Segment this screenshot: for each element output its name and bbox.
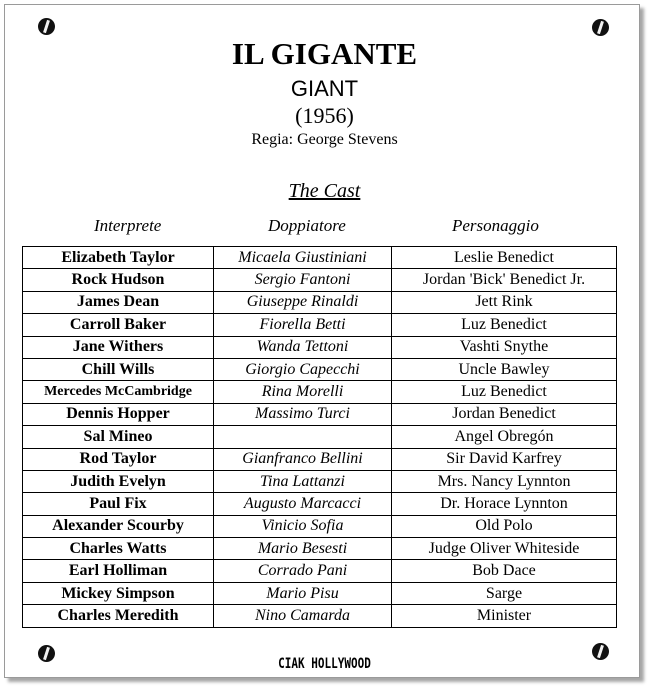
cast-table-body — [23, 247, 617, 628]
character-cell: Old Polo — [392, 515, 617, 537]
dubber-cell: Micaela Giustiniani — [214, 247, 392, 269]
actor-cell: Charles Meredith — [23, 605, 214, 627]
character-cell: Jett Rink — [392, 291, 617, 313]
dubber-cell: Vinicio Sofia — [214, 515, 392, 537]
dubber-cell: Rina Morelli — [214, 381, 392, 403]
dubber-cell: Gianfranco Bellini — [214, 448, 392, 470]
original-title: GIANT — [290, 76, 359, 101]
dubber-cell: Fiorella Betti — [214, 314, 392, 336]
table-row — [23, 538, 617, 560]
character-cell: Sarge — [392, 582, 617, 604]
actor-cell: Carroll Baker — [23, 314, 214, 336]
column-header-interprete: Interprete — [94, 216, 162, 235]
character-cell: Leslie Benedict — [392, 247, 617, 269]
character-cell: Mrs. Nancy Lynnton — [392, 470, 617, 492]
character-cell: Uncle Bawley — [392, 358, 617, 380]
actor-cell: James Dean — [23, 291, 214, 313]
dubber-cell: Massimo Turci — [214, 403, 392, 425]
dubber-cell: Giorgio Capecchi — [214, 358, 392, 380]
actor-cell: Jane Withers — [23, 336, 214, 358]
character-cell: Luz Benedict — [392, 314, 617, 336]
character-cell: Vashti Snythe — [392, 336, 617, 358]
dubber-cell: Mario Besesti — [214, 538, 392, 560]
actor-cell: Judith Evelyn — [23, 470, 214, 492]
actor-cell: Mercedes McCambridge — [23, 381, 214, 403]
table-row — [23, 515, 617, 537]
table-row — [23, 314, 617, 336]
dubber-cell: Giuseppe Rinaldi — [214, 291, 392, 313]
dubber-cell — [214, 426, 392, 448]
actor-cell: Charles Watts — [23, 538, 214, 560]
table-row — [23, 247, 617, 269]
actor-cell: Elizabeth Taylor — [23, 247, 214, 269]
character-cell: Bob Dace — [392, 560, 617, 582]
character-cell: Luz Benedict — [392, 381, 617, 403]
actor-cell: Chill Wills — [23, 358, 214, 380]
screw-icon — [592, 19, 609, 36]
table-row — [23, 381, 617, 403]
table-row — [23, 336, 617, 358]
actor-cell: Earl Holliman — [23, 560, 214, 582]
table-row — [23, 582, 617, 604]
table-row — [23, 448, 617, 470]
character-cell: Angel Obregón — [392, 426, 617, 448]
release-year: (1956) — [295, 103, 354, 128]
table-row — [23, 426, 617, 448]
dubber-cell: Tina Lattanzi — [214, 470, 392, 492]
ciak-hollywood-logo: CIAK HOLLYWOOD — [278, 655, 371, 672]
character-cell: Judge Oliver Whiteside — [392, 538, 617, 560]
character-cell: Jordan 'Bick' Benedict Jr. — [392, 269, 617, 291]
character-cell: Dr. Horace Lynnton — [392, 493, 617, 515]
table-row — [23, 605, 617, 627]
table-row — [23, 560, 617, 582]
actor-cell: Mickey Simpson — [23, 582, 214, 604]
page-title: IL GIGANTE — [231, 36, 418, 71]
actor-cell: Rock Hudson — [23, 269, 214, 291]
column-header-doppiatore: Doppiatore — [268, 216, 346, 235]
table-row — [23, 358, 617, 380]
dubber-cell: Mario Pisu — [214, 582, 392, 604]
table-row — [23, 493, 617, 515]
actor-cell: Alexander Scourby — [23, 515, 214, 537]
character-cell: Sir David Karfrey — [392, 448, 617, 470]
dubber-cell: Nino Camarda — [214, 605, 392, 627]
director-credit: Regia: George Stevens — [251, 131, 398, 148]
dubber-cell: Corrado Pani — [214, 560, 392, 582]
dubber-cell: Augusto Marcacci — [214, 493, 392, 515]
character-cell: Minister — [392, 605, 617, 627]
table-row — [23, 403, 617, 425]
dubber-cell: Wanda Tettoni — [214, 336, 392, 358]
actor-cell: Dennis Hopper — [23, 403, 214, 425]
dubber-cell: Sergio Fantoni — [214, 269, 392, 291]
actor-cell: Rod Taylor — [23, 448, 214, 470]
character-cell: Jordan Benedict — [392, 403, 617, 425]
actor-cell: Paul Fix — [23, 493, 214, 515]
cast-heading: The Cast — [288, 180, 361, 202]
table-row — [23, 269, 617, 291]
screw-icon — [38, 18, 55, 35]
cast-table — [22, 246, 617, 628]
column-header-personaggio: Personaggio — [452, 216, 539, 235]
table-row — [23, 470, 617, 492]
table-row — [23, 291, 617, 313]
actor-cell: Sal Mineo — [23, 426, 214, 448]
